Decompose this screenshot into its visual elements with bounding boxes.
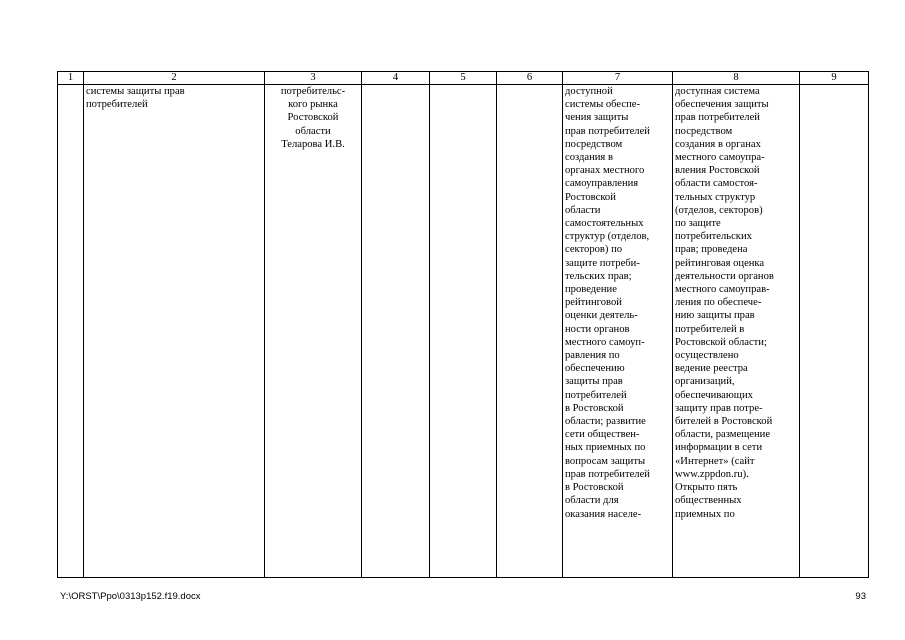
cell-col5 [430,85,497,578]
cell-text-line: общественных [675,495,742,507]
cell-text-line: ности органов [565,323,630,335]
cell-text-line: приемных по [675,508,735,520]
cell-text-line: Ростовской [565,191,616,203]
cell-text-line: доступная система [675,86,760,97]
cell-col2 [84,85,265,578]
cell-text-line: системы защиты прав [86,86,185,97]
col-header-9: 9 [800,72,869,85]
cell-text-line: потребителей [565,389,627,401]
cell-text-line: защиту прав потре- [675,402,763,414]
cell-text-line: доступной [565,86,613,97]
cell-text-line: потребителей в [675,323,745,335]
cell-text-line: Теларова И.В. [281,138,345,150]
col-header-5: 5 [430,72,497,85]
cell-text-line: рейтинговой [565,297,622,309]
cell-text-line: проведение [565,284,617,296]
cell-text-line: осуществлено [675,350,739,362]
cell-text-line: области самостоя- [675,178,758,190]
cell-col7 [563,85,673,578]
cell-text-line: вления Ростовской [675,165,760,177]
cell-text-line: «Интернет» (сайт [675,455,755,467]
cell-text-line: создания в [565,152,613,164]
cell-text-line: прав потребителей [565,125,650,137]
cell-text-line: прав потребителей [565,468,650,480]
cell-text-line: оценки деятель- [565,310,638,322]
cell-col1 [58,85,84,578]
cell-text-line: www.zppdon.ru). [675,468,749,480]
cell-text-line: местного самоуп- [565,336,645,348]
cell-text-line: органах местного [565,165,645,177]
cell-text-line: ных приемных по [565,442,646,454]
header-row [58,72,869,85]
cell-text-line: чения защиты [565,112,629,124]
cell-text-line: равления по [565,350,620,362]
cell-text-line: тельских прав; [565,270,632,282]
col-header-6: 6 [497,72,563,85]
cell-text-line: обеспечению [565,363,625,375]
cell-text-line: вопросам защиты [565,455,646,467]
cell-text-line: по защите [675,218,721,230]
cell-text-line: обеспечения защиты [675,99,769,111]
cell-text-line: области [565,204,601,216]
cell-text-line: потребителей [86,99,148,111]
cell-text-line: прав потребителей [675,112,760,124]
col-header-7: 7 [563,72,673,85]
cell-text-line: кого рынка [288,99,338,111]
col-header-2: 2 [84,72,265,85]
col-header-3: 3 [265,72,362,85]
cell-text-line: прав; проведена [675,244,748,256]
cell-text-line: тельных структур [675,191,756,203]
cell-text-line: в Ростовской [565,482,624,494]
cell-text-line: области, размещение [675,429,771,441]
table-row [58,85,869,578]
cell-text-line: оказания населе- [565,508,642,520]
cell-text-line: Ростовской [287,112,339,124]
cell-text-line: защиты прав [565,376,623,388]
cell-text-line: обеспечивающих [675,389,753,401]
col-header-4: 4 [362,72,430,85]
cell-text-line: информации в сети [675,442,763,454]
cell-text-line: защите потреби- [565,257,640,269]
cell-text-line: местного самоуправ- [675,284,770,296]
cell-text-line: ления по обеспече- [675,297,762,309]
cell-col9 [800,85,869,578]
cell-text-line: области [295,125,331,137]
cell-text-line: рейтинговая оценка [675,257,765,269]
cell-text-line: создания в органах [675,138,761,150]
cell-text-line: посредством [675,125,733,137]
cell-text-line: ведение реестра [675,363,748,375]
cell-text-line: в Ростовской [565,402,624,414]
cell-text-line: местного самоупра- [675,152,765,164]
cell-text-line: сети обществен- [565,429,640,441]
cell-text-line: организаций, [675,376,735,388]
cell-text-line: потребительских [675,231,752,243]
cell-text-line: Открыто пять [675,482,738,494]
cell-text-line: (отделов, секторов) [675,204,763,216]
cell-text-line: области для [565,495,619,507]
cell-text-line: посредством [565,138,623,150]
cell-col6 [497,85,563,578]
cell-text-line: системы обеспе- [565,99,640,111]
cell-text-line: деятельности органов [675,270,774,282]
cell-col4 [362,85,430,578]
cell-text-line: бителей в Ростовской [675,416,773,428]
page-number: 93 [855,591,866,602]
col-header-1: 1 [58,72,84,85]
cell-col8 [673,85,800,578]
footer-file-path: Y:\ORST\Ppo\0313p152.f19.docx [60,591,201,602]
cell-text-line: области; развитие [565,416,646,428]
cell-text-line: нию защиты прав [675,310,755,322]
cell-text-line: самоуправления [565,178,639,190]
col-header-8: 8 [673,72,800,85]
cell-text-line: структур (отделов, [565,231,650,243]
data-table [57,71,869,578]
cell-text-line: Ростовской области; [675,336,767,348]
cell-col3 [265,85,362,578]
cell-text-line: секторов) по [565,244,623,256]
cell-text-line: самостоятельных [565,218,644,230]
cell-text-line: потребительс- [280,86,346,97]
